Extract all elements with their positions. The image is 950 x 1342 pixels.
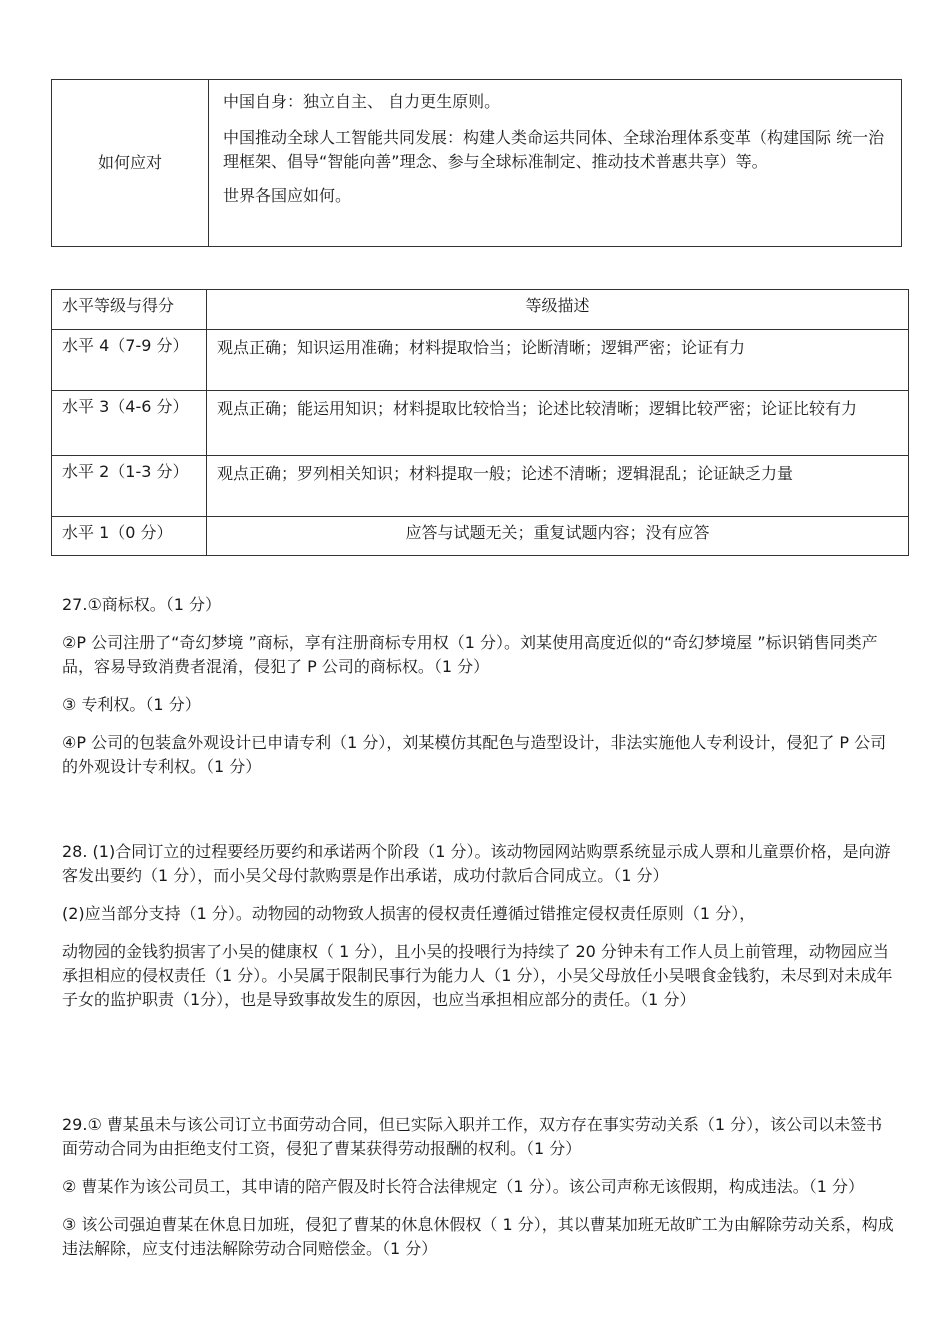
respond-line: 中国推动全球人工智能共同发展：构建人类命运共同体、全球治理体系变革（构建国际 统一治理框架、倡导“智能向善”理念、参与全球标准制定、推动技术普惠共享）等。 [223, 128, 885, 171]
level-cell: 水平 1（0 分） [52, 517, 207, 556]
answer-line: ③ 专利权。（1 分） [62, 695, 201, 714]
desc-cell: 观点正确；知识运用准确；材料提取恰当；论断清晰；逻辑严密；论证有力 [207, 330, 909, 391]
answer-line: ② 曹某作为该公司员工，其申请的陪产假及时长符合法律规定（1 分）。该公司声称无该假期，构成违法。（1 分） [62, 1177, 864, 1196]
respond-label: 如何应对 [52, 80, 209, 247]
respond-table [51, 79, 902, 247]
desc-cell: 应答与试题无关；重复试题内容；没有应答 [207, 517, 909, 556]
answer-line: ②P 公司注册了“奇幻梦境 ”商标，享有注册商标专用权（1 分）。刘某使用高度近似的“奇幻梦境屋 ”标识销售同类产品，容易导致消费者混淆，侵犯了 P 公司的商标权。（1 分） [62, 633, 878, 676]
respond-line: 中国自身：独立自主、 自力更生原则。 [223, 92, 501, 111]
answer-27 [62, 593, 898, 779]
answer-line: (2)应当部分支持（1 分）。动物园的动物致人损害的侵权责任遵循过错推定侵权责任原则（1 分）， [62, 904, 756, 923]
answer-line: 29.① 曹某虽未与该公司订立书面劳动合同，但已实际入职并工作，双方存在事实劳动关系（1 分），该公司以未签书面劳动合同为由拒绝支付工资，侵犯了曹某获得劳动报酬的权利。（1 分） [62, 1115, 883, 1158]
answer-28 [62, 840, 898, 1012]
desc-header: 等级描述 [207, 290, 909, 330]
level-header: 水平等级与得分 [52, 290, 207, 330]
level-cell: 水平 2（1-3 分） [52, 456, 207, 517]
answer-line: ④P 公司的包装盒外观设计已申请专利（1 分），刘某模仿其配色与造型设计，非法实施他人专利设计，侵犯了 P 公司的外观设计专利权。（1 分） [62, 733, 887, 776]
answer-29 [62, 1113, 898, 1261]
respond-line: 世界各国应如何。 [223, 186, 352, 205]
answer-line: 28. (1)合同订立的过程要经历要约和承诺两个阶段（1 分）。该动物园网站购票系统显示成人票和儿童票价格，是向游客发出要约（1 分），而小吴父母付款购票是作出承诺，成功付款后合同成立。（1 分） [62, 842, 891, 885]
answer-line: 动物园的金钱豹损害了小吴的健康权（ 1 分），且小吴的投喂行为持续了 20 分钟未有工作人员上前管理，动物园应当承担相应的侵权责任（1 分）。小吴属于限制民事行为能力人（1 分），小吴父母放任小吴喂食金钱豹，未尽到对未成年子女的监护职责（1分），也是导致事故发生的原因，也应当承担相应部分的责任。（1 分） [62, 942, 893, 1009]
level-table [51, 289, 909, 556]
respond-content [209, 80, 902, 247]
answer-line: 27.①商标权。（1 分） [62, 595, 222, 614]
desc-cell: 观点正确；能运用知识；材料提取比较恰当；论述比较清晰；逻辑比较严密；论证比较有力 [207, 391, 909, 456]
level-cell: 水平 4（7-9 分） [52, 330, 207, 391]
answer-line: ③ 该公司强迫曹某在休息日加班，侵犯了曹某的休息休假权（ 1 分），其以曹某加班无故旷工为由解除劳动关系，构成违法解除，应支付违法解除劳动合同赔偿金。（1 分） [62, 1215, 894, 1258]
desc-cell: 观点正确；罗列相关知识；材料提取一般；论述不清晰；逻辑混乱；论证缺乏力量 [207, 456, 909, 517]
level-cell: 水平 3（4-6 分） [52, 391, 207, 456]
